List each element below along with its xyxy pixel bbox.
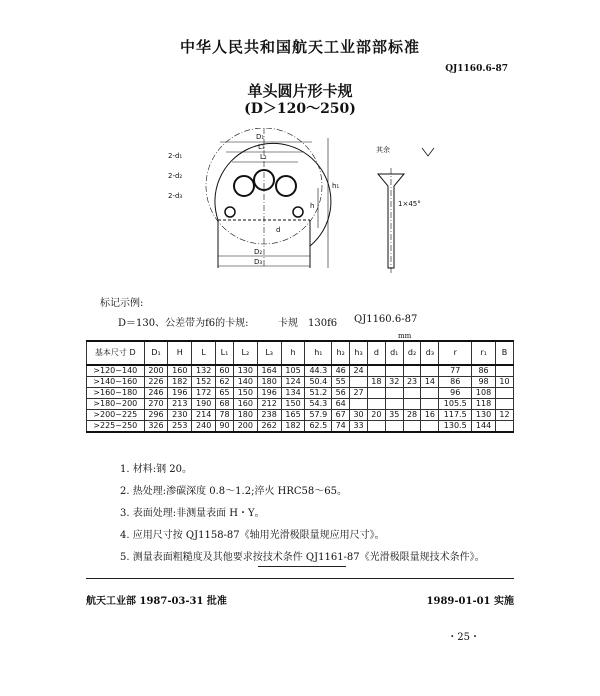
table-cell: 90 bbox=[216, 421, 234, 433]
table-cell bbox=[495, 399, 513, 410]
label-2-d1: 2-d₁ bbox=[168, 152, 183, 160]
table-cell: 253 bbox=[168, 421, 192, 433]
table-cell: 165 bbox=[281, 410, 305, 421]
table-cell: 326 bbox=[144, 421, 168, 433]
table-header-cell: d₃ bbox=[421, 341, 439, 365]
table-cell: >225~250 bbox=[87, 421, 145, 433]
table-cell: 240 bbox=[192, 421, 216, 433]
table-cell bbox=[403, 421, 421, 433]
label-2-d2: 2-d₂ bbox=[168, 172, 183, 180]
table-cell: 30 bbox=[350, 410, 368, 421]
table-cell bbox=[421, 365, 439, 377]
table-cell: 67 bbox=[332, 410, 350, 421]
table-cell bbox=[385, 399, 403, 410]
table-cell: 140 bbox=[233, 377, 257, 388]
table-cell: 98 bbox=[472, 377, 496, 388]
table-cell bbox=[403, 365, 421, 377]
table-cell: 150 bbox=[233, 388, 257, 399]
table-cell: 23 bbox=[403, 377, 421, 388]
table-cell: 65 bbox=[216, 388, 234, 399]
table-header-cell: L₁ bbox=[216, 341, 234, 365]
table-header-cell: h₂ bbox=[332, 341, 350, 365]
table-cell: 117.5 bbox=[439, 410, 472, 421]
table-cell: 86 bbox=[439, 377, 472, 388]
table-cell bbox=[367, 421, 385, 433]
table-cell bbox=[367, 388, 385, 399]
table-cell: >180~200 bbox=[87, 399, 145, 410]
label-d2: D₂ bbox=[254, 248, 263, 256]
table-cell: 55 bbox=[332, 377, 350, 388]
table-cell: 200 bbox=[233, 421, 257, 433]
label-chamfer: 1×45° bbox=[398, 200, 421, 208]
table-cell bbox=[367, 365, 385, 377]
document-title: 单头圆片形卡规 bbox=[247, 82, 353, 100]
table-cell: 105 bbox=[281, 365, 305, 377]
table-cell: 132 bbox=[192, 365, 216, 377]
table-cell: 62.5 bbox=[305, 421, 332, 433]
table-cell: 172 bbox=[192, 388, 216, 399]
table-cell bbox=[403, 388, 421, 399]
table-cell bbox=[403, 399, 421, 410]
table-cell: 68 bbox=[216, 399, 234, 410]
table-header-cell: L₃ bbox=[257, 341, 281, 365]
table-cell: 130.5 bbox=[439, 421, 472, 433]
table-cell: 226 bbox=[144, 377, 168, 388]
table-header-cell: L bbox=[192, 341, 216, 365]
table-header-cell: r bbox=[439, 341, 472, 365]
table-row bbox=[87, 365, 514, 377]
table-cell: 78 bbox=[216, 410, 234, 421]
label-h1: h₁ bbox=[332, 182, 340, 190]
table-header-cell: d₂ bbox=[403, 341, 421, 365]
table-row bbox=[87, 388, 514, 399]
table-cell: 144 bbox=[472, 421, 496, 433]
table-cell bbox=[421, 399, 439, 410]
table-header-cell: d bbox=[367, 341, 385, 365]
table-cell: 190 bbox=[192, 399, 216, 410]
table-cell: 212 bbox=[257, 399, 281, 410]
standard-code: QJ1160.6-87 bbox=[445, 64, 508, 74]
table-header-cell: B bbox=[495, 341, 513, 365]
table-cell: 182 bbox=[281, 421, 305, 433]
technical-drawing bbox=[160, 128, 460, 288]
table-cell: 118 bbox=[472, 399, 496, 410]
table-header-cell: D₁ bbox=[144, 341, 168, 365]
table-cell: 160 bbox=[168, 365, 192, 377]
table-row bbox=[87, 421, 514, 433]
table-cell: 14 bbox=[421, 377, 439, 388]
example-name: 卡规 130f6 bbox=[278, 318, 338, 329]
table-cell: 130 bbox=[233, 365, 257, 377]
note-2: 2. 热处理:渗碳深度 0.8～1.2;淬火 HRC58～65。 bbox=[120, 486, 347, 497]
table-cell: 16 bbox=[421, 410, 439, 421]
table-cell: 51.2 bbox=[305, 388, 332, 399]
note-3: 3. 表面处理:非测量表面 H・Y。 bbox=[120, 508, 265, 519]
table-cell: >200~225 bbox=[87, 410, 145, 421]
example-heading: 标记示例: bbox=[100, 298, 144, 309]
table-cell bbox=[421, 388, 439, 399]
table-cell: 246 bbox=[144, 388, 168, 399]
label-d1: D₁ bbox=[256, 133, 265, 141]
table-cell: 296 bbox=[144, 410, 168, 421]
table-cell: >120~140 bbox=[87, 365, 145, 377]
table-cell bbox=[385, 365, 403, 377]
table-header-cell: r₁ bbox=[472, 341, 496, 365]
table-cell: 130 bbox=[472, 410, 496, 421]
page-number: ・25・ bbox=[447, 632, 480, 643]
table-cell: 56 bbox=[332, 388, 350, 399]
table-cell bbox=[495, 388, 513, 399]
table-cell: 124 bbox=[281, 377, 305, 388]
note-1: 1. 材料:钢 20。 bbox=[120, 464, 192, 475]
table-cell: 182 bbox=[168, 377, 192, 388]
divider-footer bbox=[86, 578, 514, 579]
table-cell: 196 bbox=[168, 388, 192, 399]
table-cell: 214 bbox=[192, 410, 216, 421]
table-header-cell: h bbox=[281, 341, 305, 365]
divider-short bbox=[258, 566, 346, 567]
table-cell: 196 bbox=[257, 388, 281, 399]
table-cell: 180 bbox=[257, 377, 281, 388]
table-cell: 238 bbox=[257, 410, 281, 421]
table-cell: 77 bbox=[439, 365, 472, 377]
document-subtitle: (D＞120～250) bbox=[244, 101, 356, 117]
dimension-table bbox=[86, 340, 514, 433]
table-cell: 27 bbox=[350, 388, 368, 399]
table-cell: 64 bbox=[332, 399, 350, 410]
table-cell: 24 bbox=[350, 365, 368, 377]
table-cell: 230 bbox=[168, 410, 192, 421]
table-cell: 86 bbox=[472, 365, 496, 377]
table-cell: 152 bbox=[192, 377, 216, 388]
unit-label: mm bbox=[398, 332, 412, 340]
label-l2: L₂ bbox=[260, 153, 267, 161]
table-cell: 10 bbox=[495, 377, 513, 388]
table-header-row bbox=[87, 341, 514, 365]
table-header-cell: H bbox=[168, 341, 192, 365]
table-cell: 54.3 bbox=[305, 399, 332, 410]
table-cell: 50.4 bbox=[305, 377, 332, 388]
table-header-cell: d₁ bbox=[385, 341, 403, 365]
table-cell: >160~180 bbox=[87, 388, 145, 399]
label-h: h bbox=[310, 202, 315, 210]
table-cell: 164 bbox=[257, 365, 281, 377]
table-cell: 270 bbox=[144, 399, 168, 410]
table-header-cell: 基本尺寸 D bbox=[87, 341, 145, 365]
table-header-cell: h₁ bbox=[305, 341, 332, 365]
table-cell: 35 bbox=[385, 410, 403, 421]
table-cell: 200 bbox=[144, 365, 168, 377]
table-cell: 60 bbox=[216, 365, 234, 377]
effective-date: 1989-01-01 实施 bbox=[426, 596, 514, 607]
table-cell: 62 bbox=[216, 377, 234, 388]
table-header-cell: h₃ bbox=[350, 341, 368, 365]
table-cell: 74 bbox=[332, 421, 350, 433]
table-cell bbox=[421, 421, 439, 433]
table-cell: 213 bbox=[168, 399, 192, 410]
table-cell: 28 bbox=[403, 410, 421, 421]
table-cell bbox=[385, 388, 403, 399]
label-d: d bbox=[276, 226, 281, 234]
table-cell bbox=[385, 421, 403, 433]
table-cell: 134 bbox=[281, 388, 305, 399]
table-cell: 44.3 bbox=[305, 365, 332, 377]
table-body bbox=[87, 365, 514, 432]
table-cell: 160 bbox=[233, 399, 257, 410]
table-cell: 32 bbox=[385, 377, 403, 388]
table-cell: 20 bbox=[367, 410, 385, 421]
table-row bbox=[87, 399, 514, 410]
table-cell: 180 bbox=[233, 410, 257, 421]
table-cell: 105.5 bbox=[439, 399, 472, 410]
table-cell: 46 bbox=[332, 365, 350, 377]
table-cell bbox=[495, 365, 513, 377]
label-l3: L₃ bbox=[258, 143, 265, 151]
example-code: QJ1160.6-87 bbox=[354, 314, 418, 325]
table-cell bbox=[495, 421, 513, 433]
table-cell: 57.9 bbox=[305, 410, 332, 421]
table-cell: >140~160 bbox=[87, 377, 145, 388]
table-cell: 150 bbox=[281, 399, 305, 410]
label-other-surfaces: 其余 bbox=[376, 146, 390, 154]
example-text: D＝130、公差带为f6的卡规: bbox=[118, 318, 249, 329]
approval-date: 航天工业部 1987-03-31 批准 bbox=[86, 596, 227, 607]
table-cell: 33 bbox=[350, 421, 368, 433]
table-row bbox=[87, 377, 514, 388]
label-d3: D₃ bbox=[254, 258, 263, 266]
table-cell: 18 bbox=[367, 377, 385, 388]
table-cell bbox=[367, 399, 385, 410]
table-row bbox=[87, 410, 514, 421]
table-cell bbox=[350, 377, 368, 388]
table-cell: 96 bbox=[439, 388, 472, 399]
table-header-cell: L₂ bbox=[233, 341, 257, 365]
table-cell bbox=[350, 399, 368, 410]
standard-header-title: 中华人民共和国航天工业部部标准 bbox=[179, 38, 420, 56]
table-cell: 262 bbox=[257, 421, 281, 433]
table-cell: 12 bbox=[495, 410, 513, 421]
table-cell: 108 bbox=[472, 388, 496, 399]
note-4: 4. 应用尺寸按 QJ1158-87《轴用光滑极限量规应用尺寸》。 bbox=[120, 530, 385, 541]
note-5: 5. 测量表面粗糙度及其他要求按技术条件 QJ1161-87《光滑极限量规技术条件》。 bbox=[120, 552, 485, 563]
label-2-d3: 2-d₃ bbox=[168, 192, 183, 200]
